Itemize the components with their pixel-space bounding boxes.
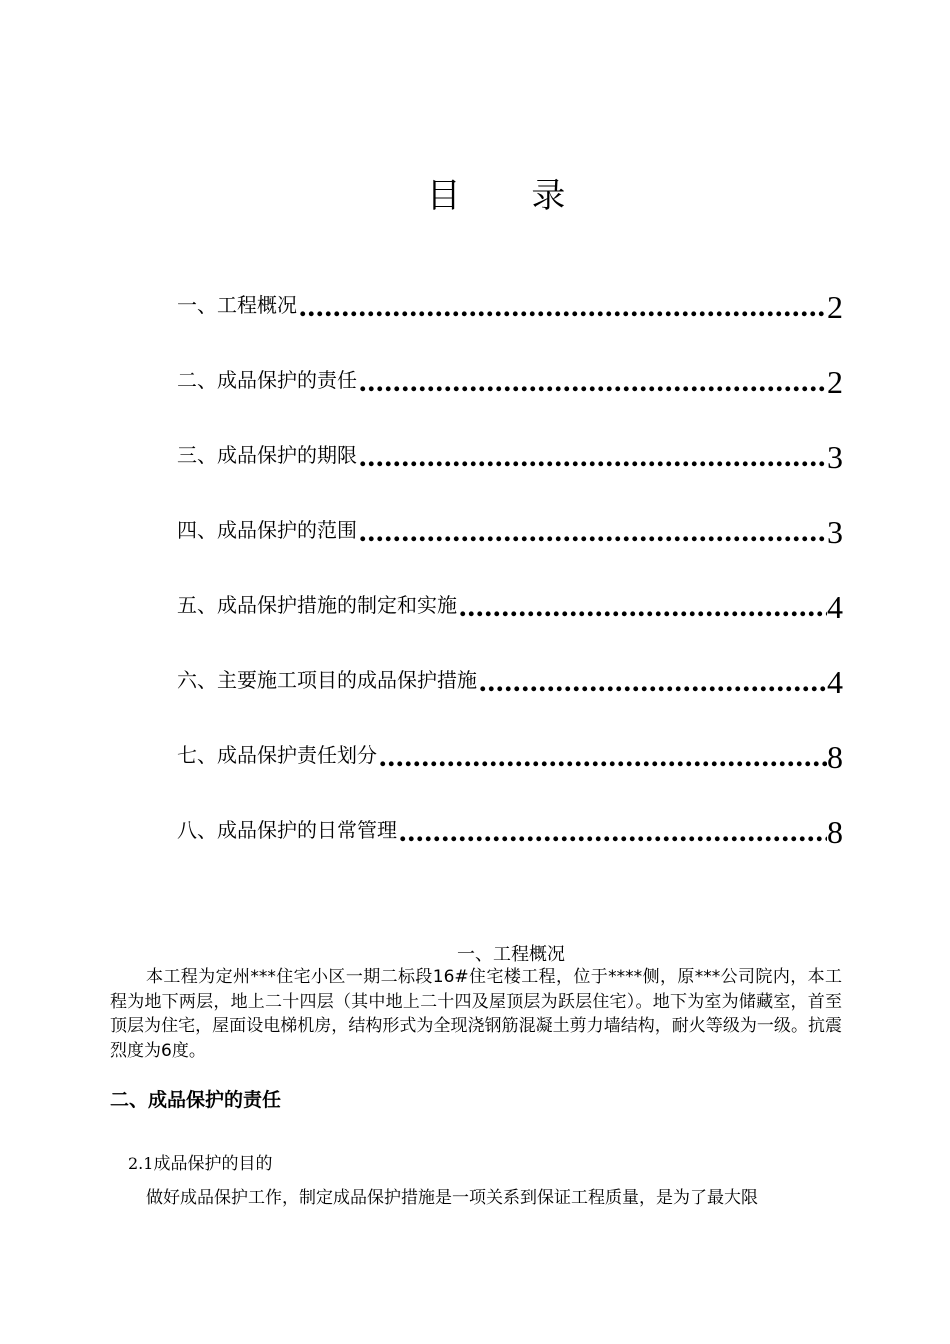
toc-entry-page: 3 (827, 514, 843, 550)
toc-entry-page: 3 (827, 439, 843, 475)
toc-list (177, 270, 843, 849)
toc-entry-label: 三、成品保护的期限 (177, 443, 357, 467)
toc-entry-page: 4 (827, 664, 843, 700)
toc-leader-dots (379, 740, 827, 774)
toc-entry-label: 四、成品保护的范围 (177, 518, 357, 542)
toc-entry-label: 八、成品保护的日常管理 (177, 818, 397, 842)
toc-leader-dots (399, 815, 827, 849)
toc-entry-page: 8 (827, 814, 843, 850)
toc-entry[interactable] (177, 624, 843, 699)
toc-leader-dots (299, 290, 827, 324)
toc-entry-page: 2 (827, 364, 843, 400)
toc-leader-dots (459, 590, 827, 624)
toc-entry-page: 8 (827, 739, 843, 775)
toc-entry[interactable] (177, 699, 843, 774)
toc-entry-page: 2 (827, 289, 843, 325)
subsection-2-1-heading (128, 1149, 272, 1174)
subsection-title: 成品保护的目的 (153, 1154, 273, 1174)
section-1-heading: 一、工程概况 (457, 944, 565, 965)
toc-entry-label: 五、成品保护措施的制定和实施 (177, 593, 457, 617)
toc-leader-dots (359, 365, 827, 399)
toc-leader-dots (479, 665, 827, 699)
toc-entry-label: 二、成品保护的责任 (177, 368, 357, 392)
section-1-body: 本工程为定州***住宅小区一期二标段16#住宅楼工程，位于****侧，原***公司院内，本工程为地下两层，地上二十四层（其中地上二十四及屋顶层为跃层住宅）。地下为室为储藏室，首至顶层为住宅，屋面设电梯机房，结构形式为全现浇钢筋混凝土剪力墙结构，耐火等级为一级。抗震烈度为6度。 (110, 967, 842, 1061)
toc-leader-dots (359, 515, 827, 549)
toc-entry[interactable] (177, 549, 843, 624)
toc-entry[interactable] (177, 324, 843, 399)
toc-entry-label: 七、成品保护责任划分 (177, 743, 377, 767)
toc-entry-label: 六、主要施工项目的成品保护措施 (177, 668, 477, 692)
toc-entry-page: 4 (827, 589, 843, 625)
subsection-2-1-body: 做好成品保护工作，制定成品保护措施是一项关系到保证工程质量，是为了最大限 (146, 1188, 758, 1208)
section-2-heading: 二、成品保护的责任 (110, 1089, 282, 1111)
subsection-number: 2.1 (128, 1154, 154, 1173)
toc-leader-dots (359, 440, 827, 474)
toc-title: 目 录 (426, 176, 596, 216)
toc-entry[interactable] (177, 399, 843, 474)
toc-entry[interactable] (177, 474, 843, 549)
toc-entry-label: 一、工程概况 (177, 293, 297, 317)
toc-entry[interactable] (177, 774, 843, 849)
toc-entry[interactable] (177, 270, 843, 324)
